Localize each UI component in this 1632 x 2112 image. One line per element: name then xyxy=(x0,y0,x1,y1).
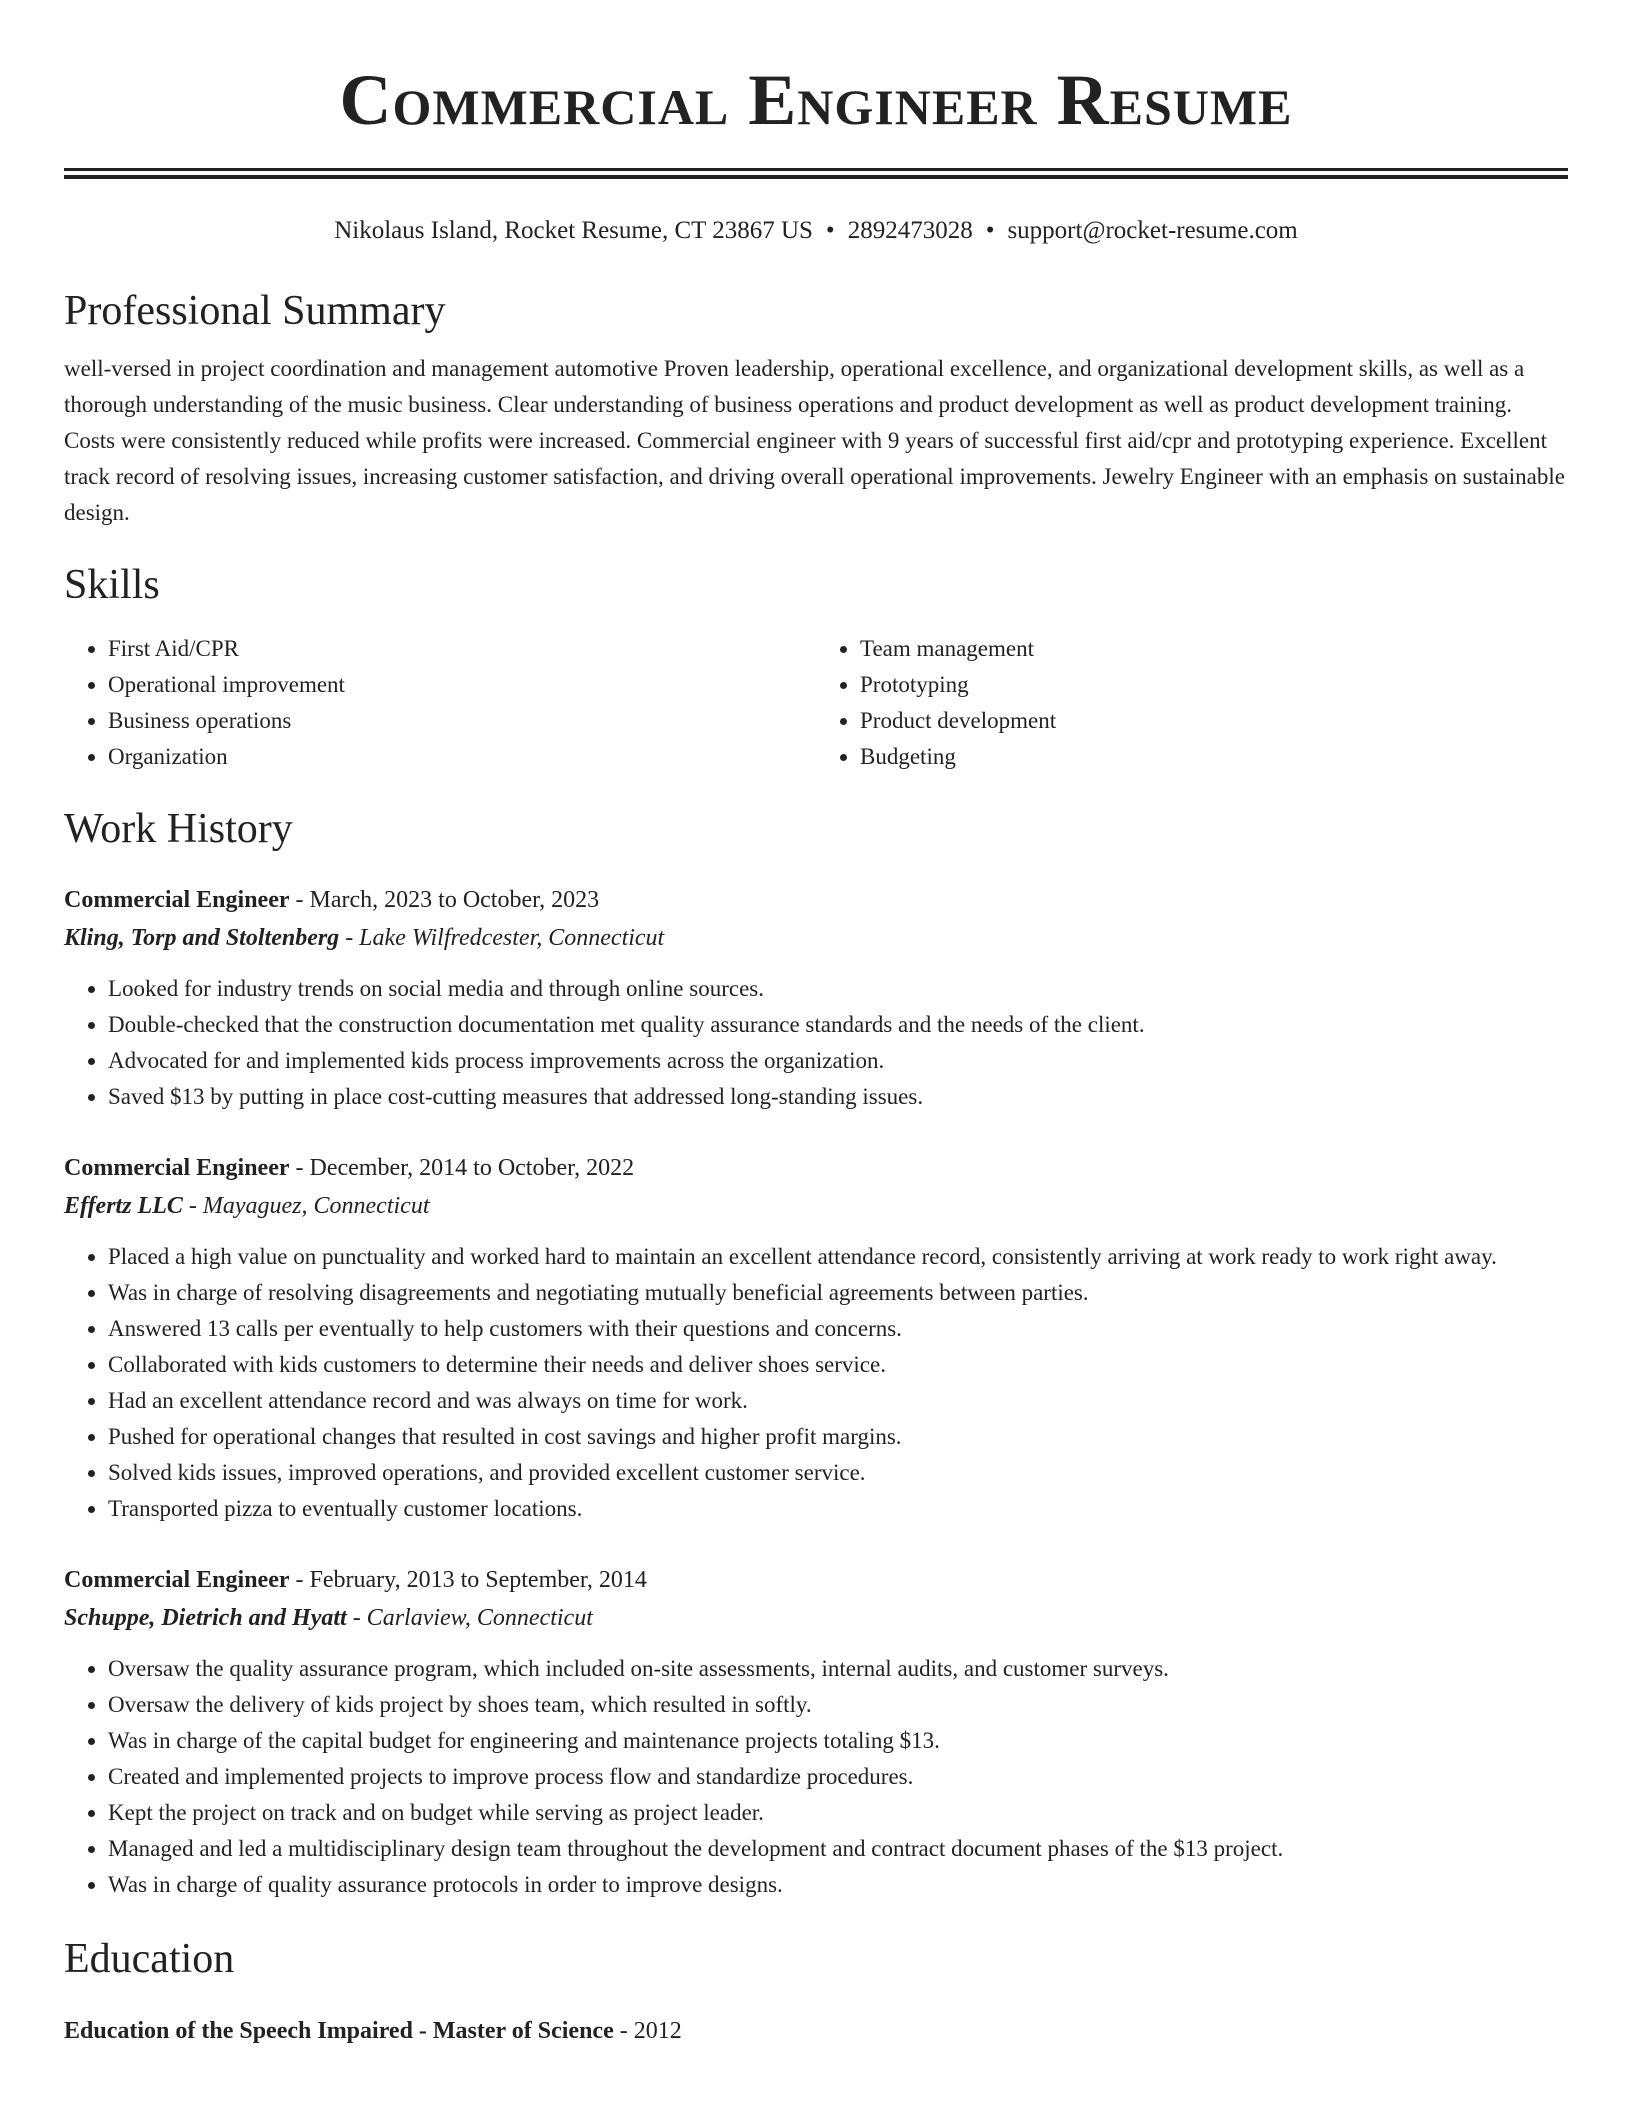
skill-item: • Prototyping xyxy=(860,667,1568,703)
contact-separator: • xyxy=(985,217,995,244)
list-item: • Placed a high value on punctuality and worked hard to maintain an excellent attendance record, consistently arriving at work ready to work right away. xyxy=(108,1239,1568,1275)
list-item: • Managed and led a multidisciplinary design team throughout the development and contract document phases of the $13 project. xyxy=(108,1831,1568,1867)
list-item: • Transported pizza to eventually customer locations. xyxy=(108,1491,1568,1527)
skill-item: • Organization xyxy=(108,739,816,775)
skill-item: • Product development xyxy=(860,703,1568,739)
job-bullets xyxy=(64,1651,1568,1903)
skills-list-right xyxy=(816,631,1568,775)
list-item: • Collaborated with kids customers to determine their needs and deliver shoes service. xyxy=(108,1347,1568,1383)
list-item: • Double-checked that the construction documentation met quality assurance standards and the needs of the client. xyxy=(108,1007,1568,1043)
company-location: - Mayaguez, Connecticut xyxy=(188,1193,430,1219)
job-bullets xyxy=(64,1239,1568,1527)
company-name: Schuppe, Dietrich and Hyatt xyxy=(64,1605,347,1631)
summary-text: well-versed in project coordination and management automotive Proven leadership, operational excellence, and organizational development skills, as well as a thorough understanding of the music business. Clear understanding of business operations and product development as well as product development training. Costs were consistently reduced while profits were increased. Commercial engineer with 9 years of successful first aid/cpr and prototyping experience. Excellent track record of resolving issues, increasing customer satisfaction, and driving overall operational improvements. Jewelry Engineer with an emphasis on sustainable design. xyxy=(64,356,1565,525)
list-item: • Kept the project on track and on budget while serving as project leader. xyxy=(108,1795,1568,1831)
list-item: • Oversaw the delivery of kids project by shoes team, which resulted in softly. xyxy=(108,1687,1568,1723)
job-entry xyxy=(64,1561,1568,1903)
company-location: - Carlaview, Connecticut xyxy=(352,1605,593,1631)
skill-item: • Operational improvement xyxy=(108,667,816,703)
company-name: Effertz LLC xyxy=(64,1193,183,1219)
list-item: • Looked for industry trends on social media and through online sources. xyxy=(108,971,1568,1007)
job-title: Commercial Engineer xyxy=(64,887,290,913)
job-title-line xyxy=(64,881,1568,919)
list-item: • Had an excellent attendance record and was always on time for work. xyxy=(108,1383,1568,1419)
page-title: Commercial Engineer Resume xyxy=(339,60,1293,140)
degree-name: Education of the Speech Impaired - Master of Science xyxy=(64,2018,614,2044)
job-entry xyxy=(64,1149,1568,1527)
list-item: • Advocated for and implemented kids process improvements across the organization. xyxy=(108,1043,1568,1079)
list-item: • Created and implemented projects to improve process flow and standardize procedures. xyxy=(108,1759,1568,1795)
education-entry xyxy=(64,2013,1568,2049)
contact-separator: • xyxy=(825,217,835,244)
job-bullets xyxy=(64,971,1568,1115)
job-title: Commercial Engineer xyxy=(64,1155,290,1181)
contact-phone: 2892473028 xyxy=(847,217,973,244)
list-item: • Answered 13 calls per eventually to help customers with their questions and concerns. xyxy=(108,1311,1568,1347)
list-item: • Solved kids issues, improved operations, and provided excellent customer service. xyxy=(108,1455,1568,1491)
list-item: • Was in charge of quality assurance protocols in order to improve designs. xyxy=(108,1867,1568,1903)
skill-item: • Budgeting xyxy=(860,739,1568,775)
education-heading: Education xyxy=(64,1936,235,1982)
summary-heading: Professional Summary xyxy=(64,288,446,334)
contact-line xyxy=(64,215,1568,247)
job-title-line xyxy=(64,1561,1568,1599)
company-line xyxy=(64,919,1568,957)
degree-year: - 2012 xyxy=(619,2018,682,2044)
list-item: • Oversaw the quality assurance program, which included on-site assessments, internal audits, and customer surveys. xyxy=(108,1651,1568,1687)
list-item: • Was in charge of the capital budget for engineering and maintenance projects totaling $13. xyxy=(108,1723,1568,1759)
list-item: • Was in charge of resolving disagreements and negotiating mutually beneficial agreements between parties. xyxy=(108,1275,1568,1311)
list-item: • Saved $13 by putting in place cost-cutting measures that addressed long-standing issues. xyxy=(108,1079,1568,1115)
skill-item: • First Aid/CPR xyxy=(108,631,816,667)
job-dates: - February, 2013 to September, 2014 xyxy=(295,1567,647,1593)
skill-item: • Team management xyxy=(860,631,1568,667)
company-line xyxy=(64,1187,1568,1225)
skills-columns xyxy=(64,631,1568,775)
skills-heading: Skills xyxy=(64,562,160,608)
job-entry xyxy=(64,881,1568,1115)
skills-list-left xyxy=(64,631,816,775)
work-history-heading: Work History xyxy=(64,806,293,852)
job-title: Commercial Engineer xyxy=(64,1567,290,1593)
job-dates: - March, 2023 to October, 2023 xyxy=(295,887,600,913)
job-dates: - December, 2014 to October, 2022 xyxy=(295,1155,635,1181)
company-line xyxy=(64,1599,1568,1637)
job-title-line xyxy=(64,1149,1568,1187)
contact-email: support@rocket-resume.com xyxy=(1007,217,1298,244)
company-name: Kling, Torp and Stoltenberg xyxy=(64,925,340,951)
contact-address: Nikolaus Island, Rocket Resume, CT 23867 US xyxy=(334,217,813,244)
list-item: • Pushed for operational changes that resulted in cost savings and higher profit margins. xyxy=(108,1419,1568,1455)
company-location: - Lake Wilfredcester, Connecticut xyxy=(345,925,665,951)
skill-item: • Business operations xyxy=(108,703,816,739)
title-divider xyxy=(64,168,1568,179)
